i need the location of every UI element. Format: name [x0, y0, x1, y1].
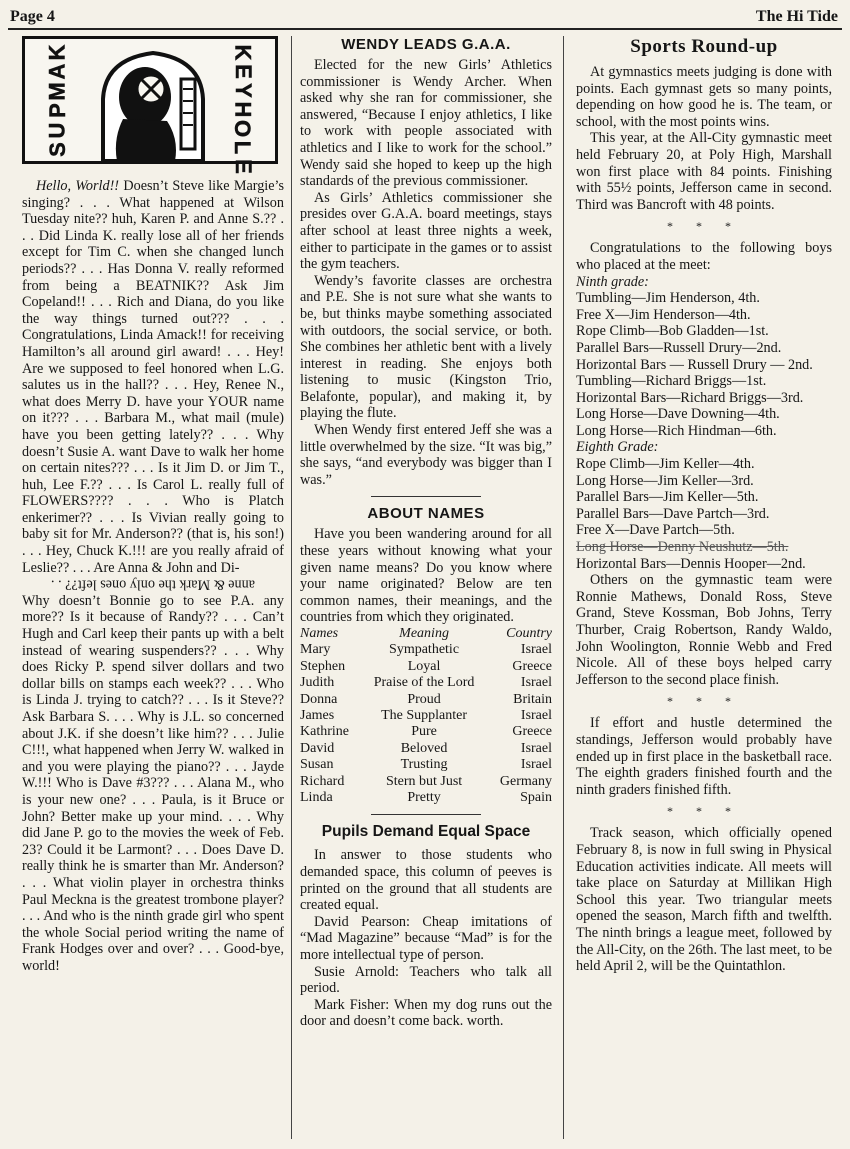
wendy-paragraph-4: When Wendy first entered Jeff she was a little overwhelmed by the size. “It was big,” she says, “and everybody was bigger than I was.” [300, 422, 552, 488]
pupils-paragraph-3: Susie Arnold: Teachers who talk all period. [300, 963, 552, 997]
name-name-cell: Mary [300, 642, 331, 658]
table-row [300, 757, 552, 773]
result-item: Long Horse—Dave Downing—4th. [576, 406, 780, 423]
paper-title: The Hi Tide [755, 8, 838, 25]
result-item: Long Horse—Jim Keller—3rd. [576, 472, 754, 489]
logo-letter: A [44, 63, 70, 80]
section-stars: * * * [667, 804, 741, 819]
table-row [300, 790, 552, 806]
name-meaning-cell: Beloved [400, 740, 448, 756]
name-meaning-cell: Trusting [400, 757, 448, 773]
kampus-keyhole-logo [22, 36, 278, 174]
name-country-cell: Israel [520, 740, 552, 756]
result-item: Horizontal Bars—Dennis Hooper—2nd. [576, 555, 806, 572]
result-item: Free X—Dave Partch—5th. [576, 522, 735, 539]
table-row [300, 659, 552, 675]
logo-letter: E [230, 159, 256, 174]
gossip-text-part2: Why doesn’t Bonnie go to see P.A. any more?? Is it because of Randy?? . . . Can’t Hugh and Carl keep their pants up with a belt instead of wearing suspenders?? . . . Why does Ricky P. spend silver dollars and two dollar bills on stamps each week?? . . . Who is Linda J. trying to catch?? . . . Is it Steve?? Ask Barbara S. . . . Why is J.L. so concerned about J.K. if she doesn’t like him?? . . . Julie C!!!, what happened when Jerry W. walked in and you were playing the piano?? . . . Jayde W.!!! Who is Dave #3??? . . . Alana M., who is your new one? . . . Paula, is it Bruce or John? Better make up your mind. . . . Why did Jane P. go to the movies the week of Feb. 23? Could it be Larmont? . . . Does Dave D. really think he is smarter than Mr. Anderson? . . . What violin player in orchestra thinks Paul Meckna is the greatest trombone player? . . . And who is the ninth grade girl who spent the whole Social period writing the name of Frank Hodges over and over? . . . Good-bye, world! [22, 592, 284, 974]
wendy-headline: WENDY LEADS G.A.A. [341, 36, 511, 53]
wendy-paragraph-3: Wendy’s favorite classes are orchestra and P.E. She is not sure what she wants to be, but thinks maybe something associated with outdoors, the social service, or both. She combines her athletic bent with a lively interest in reading. She enjoys both listening to music (Kingston Trio, Belafonte, popular), and making it, by playing the flute. [300, 272, 552, 422]
eighth-grade-label: Eighth Grade: [576, 439, 659, 456]
result-item: Rope Climb—Jim Keller—4th. [576, 456, 755, 473]
name-name-cell: Judith [300, 675, 335, 691]
name-meaning-cell: Stern but Just [385, 773, 463, 789]
sports-paragraph-2: This year, at the All-City gymnastic meet held February 20, at Poly High, Marshall won first place with 84 points. Finishing with 55½ points, Jefferson came in second. Third was Bancroft with 48 points. [576, 130, 832, 213]
pupils-paragraph-1: In answer to those students who demanded space, this column of peeves is printed on the ground that all students are created equal. [300, 847, 552, 914]
page-number: Page 4 [10, 8, 55, 25]
col-header-name: Names [300, 626, 339, 641]
table-row [300, 675, 552, 691]
name-country-cell: Germany [499, 773, 552, 789]
logo-letter: K [230, 44, 256, 61]
logo-letter: L [230, 140, 256, 155]
name-country-cell: Spain [520, 790, 552, 806]
name-meaning-cell: Praise of the Lord [373, 675, 475, 691]
result-item: Parallel Bars—Dave Partch—3rd. [576, 505, 770, 522]
names-intro: Have you been wandering around for all these years without knowing what your given name means? Do you know where your name originated? Below are ten common names, their meanings, and the countries from which they originated. [300, 526, 552, 626]
eighth-grade-results [576, 456, 832, 539]
pupils-paragraph-2: David Pearson: Cheap imitations of “Mad Magazine” because “Mad” is for the more intellectual type of person. [300, 913, 552, 964]
pupils-paragraph-4: Mark Fisher: When my dog runs out the door and doesn’t come back. worth. [300, 996, 552, 1030]
logo-left-word [35, 43, 79, 159]
ninth-grade-label: Ninth grade: [576, 273, 649, 290]
logo-letter: P [44, 103, 70, 119]
results-list [576, 274, 832, 573]
sports-paragraph-1: At gymnastics meets judging is done with points. Each gymnast gets so many points, depending on how good he is. The team, or school, with the most points wins. [576, 64, 832, 130]
column-divider-1 [291, 36, 292, 1139]
middle-column [300, 36, 552, 1030]
name-country-cell: Israel [520, 757, 552, 773]
name-meaning-cell: Loyal [407, 658, 441, 674]
article-separator [371, 496, 481, 497]
header-rule [8, 28, 842, 30]
pupils-headline: Pupils Demand Equal Space [321, 823, 531, 841]
col-header-country: Country [506, 626, 552, 641]
ninth-grade-results [576, 290, 832, 439]
logo-letter: O [230, 119, 256, 138]
sports-paragraph-3: Congratulations to the following boys who placed at the meet: [576, 240, 832, 273]
table-row [300, 741, 552, 757]
name-name-cell: David [300, 740, 335, 756]
gossip-opening: Hello, World!! [36, 178, 120, 194]
result-item: Free X—Jim Henderson—4th. [576, 306, 751, 323]
keyhole-illustration-icon [83, 39, 223, 161]
result-item: Horizontal Bars — Russell Drury — 2nd. [576, 356, 813, 373]
result-item: Rope Climb—Bob Gladden—1st. [576, 323, 769, 340]
name-name-cell: James [300, 708, 335, 724]
name-name-cell: Richard [300, 773, 345, 789]
result-item: Long Horse—Rich Hindman—6th. [576, 422, 777, 439]
kampus-keyhole-column [22, 36, 284, 975]
logo-letter: H [230, 101, 256, 118]
table-row [300, 774, 552, 790]
name-name-cell: Stephen [300, 658, 346, 674]
name-country-cell: Greece [512, 724, 552, 740]
name-country-cell: Israel [520, 675, 552, 691]
logo-letter: M [44, 82, 70, 101]
logo-right-word [221, 43, 265, 174]
column-divider-2 [563, 36, 564, 1139]
article-separator [371, 814, 481, 815]
logo-letter: S [44, 142, 70, 157]
logo-letter: Y [230, 83, 256, 98]
table-row [300, 708, 552, 724]
result-item: Horizontal Bars—Richard Briggs—3rd. [576, 389, 804, 406]
wendy-paragraph-2: As Girls’ Athletics commissioner she presides over G.A.A. board meetings, stays after school at least three nights a week, either to participate in the games or to assist the gym teachers. [300, 189, 552, 273]
section-stars: * * * [667, 694, 741, 709]
sports-headline: Sports Round-up [630, 36, 778, 57]
name-country-cell: Israel [520, 642, 552, 658]
logo-letter: U [44, 122, 70, 139]
name-name-cell: Linda [300, 790, 333, 806]
name-meaning-cell: The Supplanter [381, 708, 468, 724]
logo-letter: K [44, 44, 70, 61]
upside-down-line: anne & Mark the only ones left?? . . [50, 576, 256, 593]
table-row [300, 724, 552, 740]
section-stars: * * * [667, 219, 741, 234]
name-meaning-cell: Sympathetic [389, 642, 460, 658]
name-meaning-cell: Pretty [407, 790, 441, 806]
name-name-cell: Kathrine [300, 724, 349, 740]
sports-paragraph-5: If effort and hustle determined the standings, Jefferson would probably have ended up in first place in the basketball race. The eighth graders finished fourth and the ninth graders finished fifth. [576, 715, 832, 798]
sports-column [576, 36, 832, 975]
name-name-cell: Susan [300, 757, 334, 773]
result-item: Parallel Bars—Russell Drury—2nd. [576, 339, 782, 356]
result-item: Tumbling—Richard Briggs—1st. [576, 373, 767, 390]
name-country-cell: Israel [520, 708, 552, 724]
struck-result: Long Horse—Denny Neushutz—5th. [576, 539, 789, 556]
logo-letter: E [230, 64, 256, 79]
sports-paragraph-4: Others on the gymnastic team were Ronnie Mathews, Donald Ross, Steve Grand, Steve Kossman, Bob Johns, Terry Thurber, Craig Robertson, Randy Waldo, John Woolington, Ronnie Webb and Fred Nicole. All of these boys helped carry Jefferson to the second place finish. [576, 572, 832, 688]
names-table [300, 626, 552, 806]
table-row [300, 692, 552, 708]
table-row [300, 642, 552, 658]
name-meaning-cell: Pure [411, 724, 437, 740]
result-item: Parallel Bars—Jim Keller—5th. [576, 489, 759, 506]
gossip-column-text [22, 178, 284, 576]
names-table-header [300, 626, 552, 642]
names-headline: ABOUT NAMES [367, 505, 485, 523]
gossip-text-part1: Doesn’t Steve like Margie’s singing? . . . What happened at Wilson Tuesday nite?? huh, Karen P. and Anne S.?? . . . Did Linda K. really lose all of her friends except for Tim C. when she changed lunch periods?? . . . Has Donna V. really reformed from being a BEATNIK?? Ask Jim Copeland!! . . . Rich and Diana, do you like the way things turned out??? . . . Congratulations, Linda Amack!! for receiving Hamilton’s all around girl award! . . . Hey! Are we supposed to feel honored when L.G. salutes us in the hall?? . . . Hey, Renee N., what does Merry D. have your YOUR name on it??? . . . Barbara M., what mail (mule) have you been getting lately?? . . . Why doesn’t Susie A. want Dave to walk her home on certain nites??? . . . Is it Jim D. or Jim T., huh, Lee F.?? . . . Is Carol L. really full of FLOWERS???? . . . Who is Platch enkerimer?? . . . Is Vivian really going to baby sit for Mr. Anderson?? (that is, his son!) . . . Hey, Chuck K.!!! are you really afraid of Leslie?? . . . Are Anna & John and Di- [22, 178, 284, 576]
sports-paragraph-6: Track season, which officially opened February 8, is now in full swing in Physical Education activities indicate. All meets will take place on Saturday at Millikan High School this year. Two triangular meets opened the season, March fifth and twelfth. The ninth brings a league meet, followed by the All-City, on the 26th. The last meet, to be held April 2, will be the Quintathlon. [576, 825, 832, 975]
wendy-paragraph-1: Elected for the new Girls’ Athletics commissioner is Wendy Archer. When asked why she ran for commissioner, she answered, “Because I enjoy athletics, I like to work with people associated with athletics and I like to work for the school.” Wendy said she hoped to keep up the high standards of the previous commissioner. [300, 57, 552, 190]
page-header [10, 4, 838, 28]
result-item: Tumbling—Jim Henderson, 4th. [576, 290, 760, 307]
name-country-cell: Britain [513, 691, 552, 707]
name-country-cell: Greece [512, 658, 552, 674]
name-meaning-cell: Proud [407, 691, 441, 707]
names-table-body [300, 642, 552, 806]
name-name-cell: Donna [300, 691, 338, 707]
col-header-meaning: Meaning [399, 626, 449, 641]
